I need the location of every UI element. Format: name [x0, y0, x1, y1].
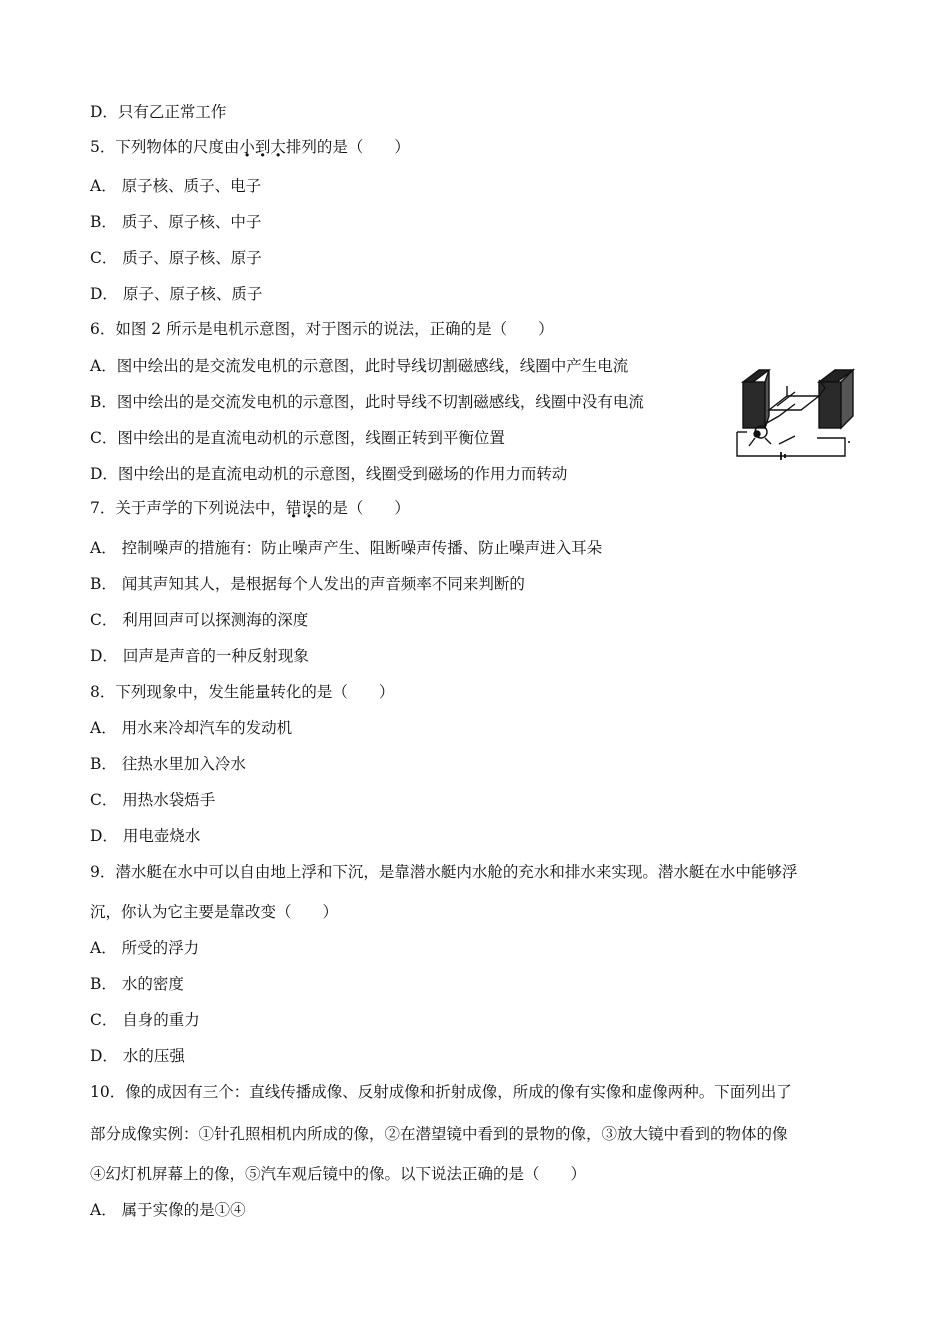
q10-stem-line-1: 10．像的成因有三个：直线传播成像、反射成像和折射成像，所成的像有实像和虚像两种。下面列出了 — [90, 1083, 792, 1101]
q5-stem — [90, 137, 410, 157]
q6-option-a: A．图中绘出的是交流发电机的示意图，此时导线切割磁感线，线圈中产生电流 — [90, 357, 629, 375]
q7-option-b: B． 闻其声知其人，是根据每个人发出的声音频率不同来判断的 — [90, 575, 525, 593]
q5-emphasis-char: 到 — [254, 138, 271, 156]
q8-option-b: B． 往热水里加入冷水 — [90, 755, 246, 773]
q8-option-a: A． 用水来冷却汽车的发动机 — [90, 719, 293, 737]
q7-option-a: A． 控制噪声的措施有：防止噪声产生、阻断噪声传播、防止噪声进入耳朵 — [90, 539, 603, 557]
q5-option-c: C． 质子、原子核、原子 — [90, 249, 262, 267]
q5-option-a: A． 原子核、质子、电子 — [90, 177, 262, 195]
q5-stem-post: 排列的是（ ） — [285, 138, 410, 156]
q5-stem-pre: 5．下列物体的尺度由 — [90, 138, 240, 156]
q9-option-a: A． 所受的浮力 — [90, 939, 200, 957]
q8-option-c: C． 用热水袋焐手 — [90, 791, 216, 809]
q6-option-b: B．图中绘出的是交流发电机的示意图，此时导线不切割磁感线，线圈中没有电流 — [90, 393, 644, 411]
q7-stem — [90, 498, 410, 518]
q9-option-d: D． 水的压强 — [90, 1047, 185, 1065]
q6-option-c: C．图中绘出的是直流电动机的示意图，线圈正转到平衡位置 — [90, 429, 505, 447]
q7-stem-pre: 7．关于声学的下列说法中， — [90, 499, 286, 517]
q5-emphasis-char: 小 — [239, 138, 255, 156]
q9-option-c: C． 自身的重力 — [90, 1011, 200, 1029]
q7-option-c: C． 利用回声可以探测海的深度 — [90, 611, 309, 629]
q10-stem-line-3: ④幻灯机屏幕上的像，⑤汽车观后镜中的像。以下说法正确的是（ ） — [90, 1165, 587, 1183]
q6-stem: 6．如图 2 所示是电机示意图，对于图示的说法，正确的是（ ） — [90, 320, 554, 338]
q7-option-d: D． 回声是声音的一种反射现象 — [90, 647, 309, 665]
q8-option-d: D． 用电壶烧水 — [90, 827, 201, 845]
q9-stem-line-1: 9．潜水艇在水中可以自由地上浮和下沉，是靠潜水艇内水舱的充水和排水来实现。潜水艇在水中能够浮 — [90, 863, 798, 881]
q7-emphasis-char: 错 — [285, 499, 302, 517]
q9-option-b: B． 水的密度 — [90, 975, 184, 993]
q10-option-a: A． 属于实像的是①④ — [90, 1201, 246, 1219]
q6-option-d: D．图中绘出的是直流电动机的示意图，线圈受到磁场的作用力而转动 — [90, 465, 568, 483]
q8-stem: 8．下列现象中，发生能量转化的是（ ） — [90, 683, 395, 701]
q4-option-d: D．只有乙正常工作 — [90, 103, 227, 121]
motor-diagram-figure — [735, 366, 855, 464]
q5-option-b: B． 质子、原子核、中子 — [90, 213, 262, 231]
q5-option-d: D． 原子、原子核、质子 — [90, 285, 263, 303]
q9-stem-line-2: 沉，你认为它主要是靠改变（ ） — [90, 903, 339, 921]
q7-emphasis-char: 误 — [301, 499, 317, 517]
q5-emphasis-char: 大 — [270, 138, 286, 156]
q7-stem-post: 的是（ ） — [316, 499, 410, 517]
q10-stem-line-2: 部分成像实例：①针孔照相机内所成的像，②在潜望镜中看到的景物的像，③放大镜中看到的物体的像 — [90, 1125, 788, 1143]
